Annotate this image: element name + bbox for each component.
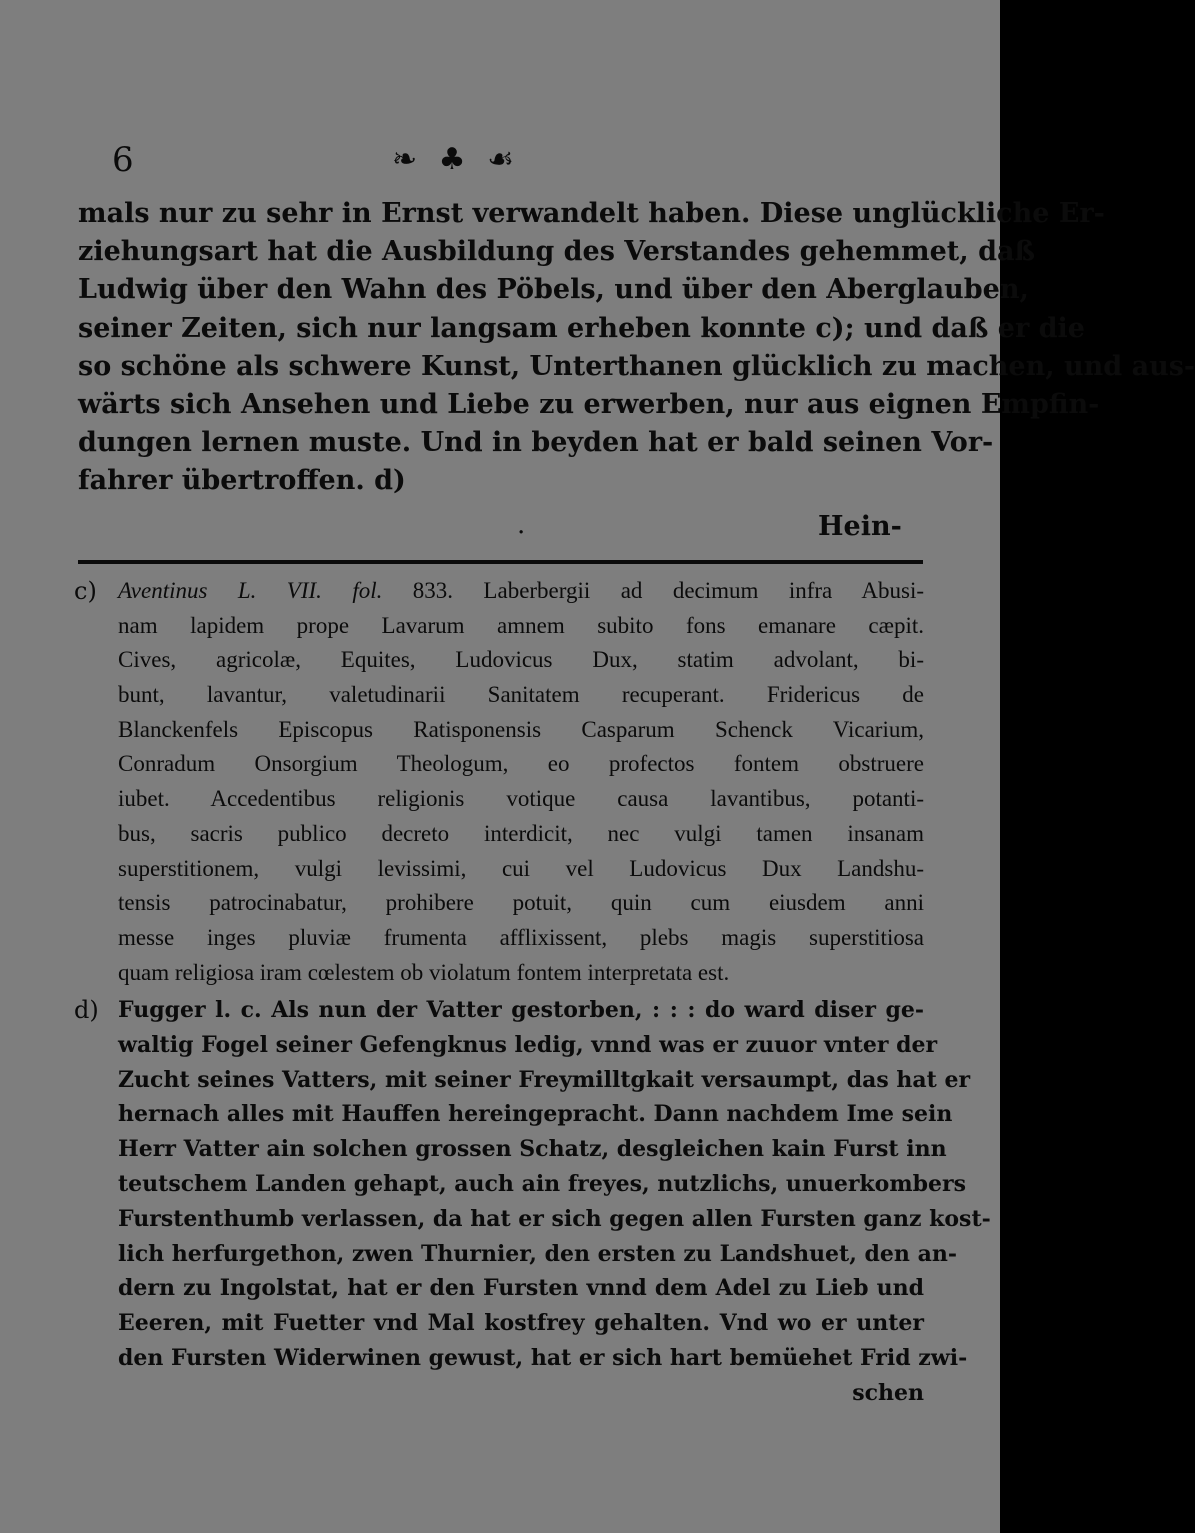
text-line: fahrer übertroffen. d)	[78, 465, 406, 497]
header-ornament: ❧ ♣ ☙	[392, 142, 520, 177]
footnote-line: Cives, agricolæ, Equites, Ludovicus Dux, statim advolant, bi-	[118, 647, 924, 673]
text-line: wärts sich Ansehen und Liebe zu erwerben, nur aus eignen Empfin-	[78, 388, 1100, 420]
catchword: Hein-	[818, 511, 902, 542]
footnote-line: teutschem Landen gehapt, auch ain freyes, nutzlichs, unuerkombers	[118, 1170, 966, 1197]
text-line: ziehungsart hat die Ausbildung des Verstandes gehemmet, daß	[78, 236, 1035, 268]
running-header	[112, 140, 922, 180]
page-number: 6	[112, 140, 134, 180]
footnote-d	[74, 993, 991, 1411]
footnote-rule	[78, 560, 923, 564]
footnote-line: messe inges pluviæ frumenta afflixissent, plebs magis superstitiosa	[118, 924, 924, 950]
text-line: dungen lernen muste. Und in beyden hat er bald seinen Vor-	[78, 427, 994, 459]
main-text	[78, 195, 1195, 501]
footnote-line: Blanckenfels Episcopus Ratisponensis Casparum Schenck Vicarium,	[118, 716, 924, 742]
footnote-line: hernach alles mit Hauffen hereingepracht. Dann nachdem Ime sein	[118, 1101, 953, 1128]
footnote-line: Eeeren, mit Fuetter vnd Mal kostfrey gehalten. Vnd wo er unter	[118, 1310, 924, 1337]
footnote-marker: c)	[74, 577, 97, 605]
footnote-c	[74, 574, 924, 990]
footnote-line: lich herfurgethon, zwen Thurnier, den ersten zu Landshuet, den an-	[118, 1240, 957, 1267]
footnote-line: Fugger l. c. Als nun der Vatter gestorben, : : : do ward diser ge-	[118, 997, 924, 1023]
footnote-line: quam religiosa iram cœlestem ob violatum fontem interpretata est.	[118, 959, 730, 985]
footnote-line: den Fursten Widerwinen gewust, hat er sich hart bemüehet Frid zwi-	[118, 1344, 968, 1371]
footnote-line-text: 833. Laberbergii ad decimum infra Abusi-	[382, 578, 924, 603]
footnote-line: bunt, lavantur, valetudinarii Sanitatem recuperant. Fridericus de	[118, 682, 924, 708]
footnote-line: Furstenthumb verlassen, da hat er sich gegen allen Fursten ganz kost-	[118, 1205, 991, 1232]
text-line: so schöne als schwere Kunst, Unterthanen glücklich zu machen, und aus-	[78, 350, 1195, 382]
text-line: seiner Zeiten, sich nur langsam erheben konnte c); und daß er die	[78, 312, 1085, 344]
footnote-line: dern zu Ingolstat, hat er den Fursten vnnd dem Adel zu Lieb und	[118, 1275, 924, 1302]
footnote-line: Herr Vatter ain solchen grossen Schatz, desgleichen kain Furst inn	[118, 1136, 947, 1163]
footnote-line: nam lapidem prope Lavarum amnem subito fons emanare cæpit.	[118, 612, 924, 638]
footnote-line: iubet. Accedentibus religionis votique causa lavantibus, potanti-	[118, 786, 924, 812]
text-line: Ludwig über den Wahn des Pöbels, und über den Aberglauben,	[78, 274, 1029, 306]
footnote-line: waltig Fogel seiner Gefengknus ledig, vnnd was er zuuor vnter der	[118, 1031, 938, 1058]
text-line: mals nur zu sehr in Ernst verwandelt haben. Diese unglückliche Er-	[78, 198, 1105, 229]
footnote-line: tensis patrocinabatur, prohibere potuit, quin cum eiusdem anni	[118, 890, 924, 916]
footnote-line: superstitionem, vulgi levissimi, cui vel Ludovicus Dux Landshu-	[118, 855, 924, 881]
footnote-catchword: schen	[852, 1379, 924, 1406]
footnote-line: bus, sacris publico decreto interdicit, nec vulgi tamen insanam	[118, 820, 924, 846]
stray-dot: .	[517, 510, 526, 540]
footnote-marker: d)	[74, 996, 99, 1024]
footnote-line: Zucht seines Vatters, mit seiner Freymilltgkait versaumpt, das hat er	[118, 1066, 971, 1093]
footnote-source: Aventinus L. VII. fol.	[118, 578, 383, 603]
footnote-line: Conradum Onsorgium Theologum, eo profectos fontem obstruere	[118, 751, 924, 777]
footnote-line	[118, 574, 924, 609]
